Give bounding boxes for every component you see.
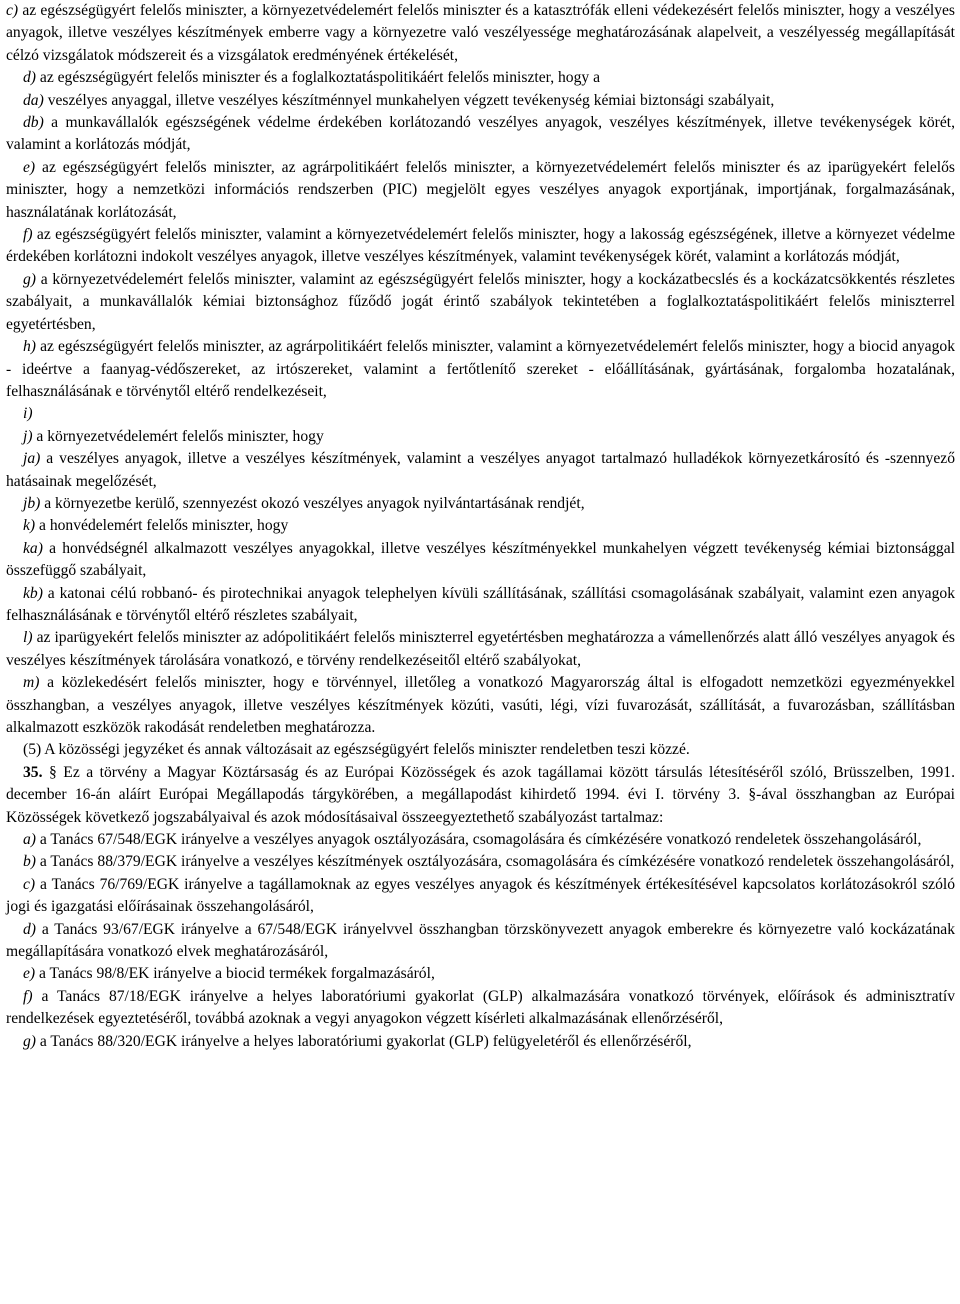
paragraph [6, 672, 955, 739]
paragraph [6, 874, 955, 919]
item-label: a) [23, 831, 36, 849]
item-label: l) [23, 629, 33, 647]
paragraph [6, 986, 955, 1031]
paragraph-text: a környezetvédelemért felelős miniszter, hogy [32, 427, 324, 445]
paragraph-text: a környezetbe kerülő, szennyezést okozó veszélyes anyagok nyilvántartásának rendjét, [40, 494, 585, 512]
item-label: i) [23, 405, 33, 423]
paragraph-text: § Ez a törvény a Magyar Köztársaság és az Európai Közösségek és azok tagállamai között társulás létesítéséről szóló, Brüsszelben, 1991. december 16-án aláírt Európai Megállapodás tárgykörében, a megállapodást kihirdető 1994. évi I. törvény 3. §-ával összhangban az Európai Közösségek következő jogszabályaival és azok módosításaival összeegyeztethető szabályozást tartalmaz: [6, 763, 955, 826]
item-label: e) [23, 158, 36, 176]
paragraph [6, 851, 955, 873]
item-label: db) [23, 114, 44, 132]
item-label: h) [23, 338, 36, 356]
paragraph [6, 67, 955, 89]
paragraph [6, 426, 955, 448]
paragraph [6, 493, 955, 515]
item-label: ka) [23, 539, 43, 557]
paragraph-text: (5) A közösségi jegyzéket és annak változásait az egészségügyért felelős miniszter rendeletben teszi közzé. [23, 741, 690, 759]
paragraph-text: a veszélyes anyagok, illetve a veszélyes készítmények, valamint a veszélyes anyagot tartalmazó hulladékok környezetkárosító és -szennyező hatásainak megelőzését, [6, 450, 955, 490]
paragraph-text: a közlekedésért felelős miniszter, hogy e törvénnyel, illetőleg a vonatkozó Magyarország által is elfogadott nemzetközi egyezményekkel összhangban, a veszélyes anyagok, illetve veszélyes készítmények közúti, vasúti, légi, vízi fuvarozását, szállítását, a fuvarozásban, szállításban alkalmazott eszközök rakodását rendeletben meghatározza. [6, 674, 955, 736]
item-label: jb) [23, 494, 41, 512]
item-label: f) [23, 226, 33, 244]
item-label: j) [23, 427, 33, 445]
item-label: ja) [23, 450, 41, 468]
paragraph-text: a munkavállalók egészségének védelme érdekében korlátozandó veszélyes anyagok, veszélyes készítmények, illetve tevékenységek körét, valamint a korlátozás módját, [6, 114, 955, 154]
item-label: g) [23, 270, 36, 288]
paragraph [6, 538, 955, 583]
paragraph-text: az egészségügyért felelős miniszter, az agrárpolitikáért felelős miniszter, a környezetvédelemért felelős miniszter és az iparügyekért felelős miniszter, hogy a nemzetközi információs rendszerben (PIC) megjelölt egyes veszélyes anyagok exportjának, importjának, forgalmazásának, használatának korlátozását, [6, 158, 955, 221]
paragraph [6, 0, 955, 67]
item-label: g) [23, 1032, 36, 1050]
paragraph-text: a Tanács 88/320/EGK irányelve a helyes laboratóriumi gyakorlat (GLP) felügyeletéről és ellenőrzéséről, [36, 1032, 692, 1050]
paragraph [6, 829, 955, 851]
item-label: kb) [23, 584, 43, 602]
paragraph-text: az egészségügyért felelős miniszter, valamint a környezetvédelemért felelős miniszter, hogy a lakosság egészségének, illetve a környezet védelme érdekében korlátozni indokolt veszélyes anyagok, illetve veszélyes készítmények, valamint tevékenységek körét, valamint a korlátozás módját, [6, 226, 955, 266]
paragraph-text: a környezetvédelemért felelős miniszter, valamint az egészségügyért felelős miniszter, hogy a kockázatbecslés és a kockázatcsökkentés részletes szabályait, a munkavállalók kémiai biztonsághoz fűződő jogát érintő szabályok tekintetében a foglalkoztatáspolitikáért felelős miniszterrel egyetértésben, [6, 270, 955, 333]
paragraph [6, 739, 955, 761]
item-label: m) [23, 674, 40, 692]
paragraph-text: a honvédelemért felelős miniszter, hogy [35, 517, 289, 535]
paragraph-text: a katonai célú robbanó- és pirotechnikai anyagok telephelyen kívüli szállításának, szállítási csomagolásának szabályait, valamint ezen anyagok felhasználásának e törvénytől eltérő részletes szabályait, [6, 584, 955, 624]
paragraph [6, 269, 955, 336]
paragraph-text: az egészségügyért felelős miniszter, a környezetvédelemért felelős miniszter és a katasztrófák elleni védekezésért felelős miniszter, hogy a veszélyes anyagok, illetve veszélyes készítmények emberre vagy a környezetre való veszélyessége meghatározásának alapelveit, a veszélyesség megállapítását célzó vizsgálatok módszereit és a vizsgálatok eredményének értékelését, [6, 2, 955, 64]
paragraph-text: a Tanács 76/769/EGK irányelve a tagállamoknak az egyes veszélyes anyagok és készítmények értékesítésével kapcsolatos korlátozásokról szóló jogi és igazgatási előírásainak összehangolásáról, [6, 875, 955, 916]
paragraph-text: az egészségügyért felelős miniszter és a foglalkoztatáspolitikáért felelős miniszter, hogy a [36, 69, 601, 87]
paragraph [6, 919, 955, 964]
item-label: d) [23, 920, 36, 938]
paragraph [6, 224, 955, 269]
paragraph [6, 1031, 955, 1053]
paragraph [6, 583, 955, 628]
paragraph-text: a Tanács 88/379/EGK irányelve a veszélyes készítmények osztályozására, csomagolására és címkézésére vonatkozó rendeletek összehangolásáról, [36, 853, 955, 871]
item-label: e) [23, 965, 36, 983]
paragraph [6, 336, 955, 403]
section-number: 35. [23, 763, 43, 781]
paragraph-text: a Tanács 93/67/EGK irányelve a 67/548/EGK irányelvvel összhangban törzskönyvezett anyagok emberekre és környezetre való kockázatának megállapítására vonatkozó elvek meghatározásáról, [6, 920, 955, 961]
item-label: k) [23, 517, 36, 535]
paragraph-text: a Tanács 98/8/EK irányelve a biocid termékek forgalmazásáról, [35, 965, 435, 983]
paragraph [6, 157, 955, 224]
paragraph-text: a Tanács 67/548/EGK irányelve a veszélyes anyagok osztályozására, csomagolására és címkézésére vonatkozó rendeletek összehangolásáról, [36, 831, 922, 849]
paragraph-text: az iparügyekért felelős miniszter az adópolitikáért felelős miniszterrel egyetértésben meghatározza a vámellenőrzés alatt álló veszélyes anyagok és veszélyes készítmények tárolására vonatkozó, e törvény rendelkezéseitől eltérő szabályokat, [6, 629, 955, 669]
item-label: c) [6, 2, 19, 19]
paragraph-text: a Tanács 87/18/EGK irányelve a helyes laboratóriumi gyakorlat (GLP) alkalmazására vonatkozó törvények, előírások és adminisztratív rendelkezések egyeztetéséről, továbbá azoknak a vegyi anyagokon végzett kísérleti alkalmazásának ellenőrzéséről, [6, 987, 955, 1028]
paragraph [6, 762, 955, 829]
paragraph [6, 963, 955, 985]
paragraph [6, 627, 955, 672]
item-label: da) [23, 91, 44, 109]
item-label: c) [23, 875, 36, 893]
paragraph-text: veszélyes anyaggal, illetve veszélyes készítménnyel munkahelyen végzett tevékenység kémiai biztonsági szabályait, [43, 91, 775, 109]
item-label: b) [23, 853, 36, 871]
paragraph-text: a honvédségnél alkalmazott veszélyes anyagokkal, illetve veszélyes készítményekkel munkahelyen végzett tevékenység kémiai biztonsággal összefüggő szabályait, [6, 539, 955, 580]
item-label: f) [23, 987, 33, 1005]
paragraph-text: az egészségügyért felelős miniszter, az agrárpolitikáért felelős miniszter, valamint a környezetvédelemért felelős miniszter, hogy a biocid anyagok - ideértve a faanyag-védőszereket, az irtószereket, valamint a fertőtlenítő szereket - előállításának, gyártásának, forgalomba hozatalának, felhasználásának e törvénytől eltérő rendelkezéseit, [6, 338, 955, 400]
paragraph [6, 403, 955, 425]
paragraph [6, 448, 955, 493]
item-label: d) [23, 69, 36, 87]
paragraph [6, 90, 955, 112]
paragraph [6, 112, 955, 157]
paragraph [6, 515, 955, 537]
